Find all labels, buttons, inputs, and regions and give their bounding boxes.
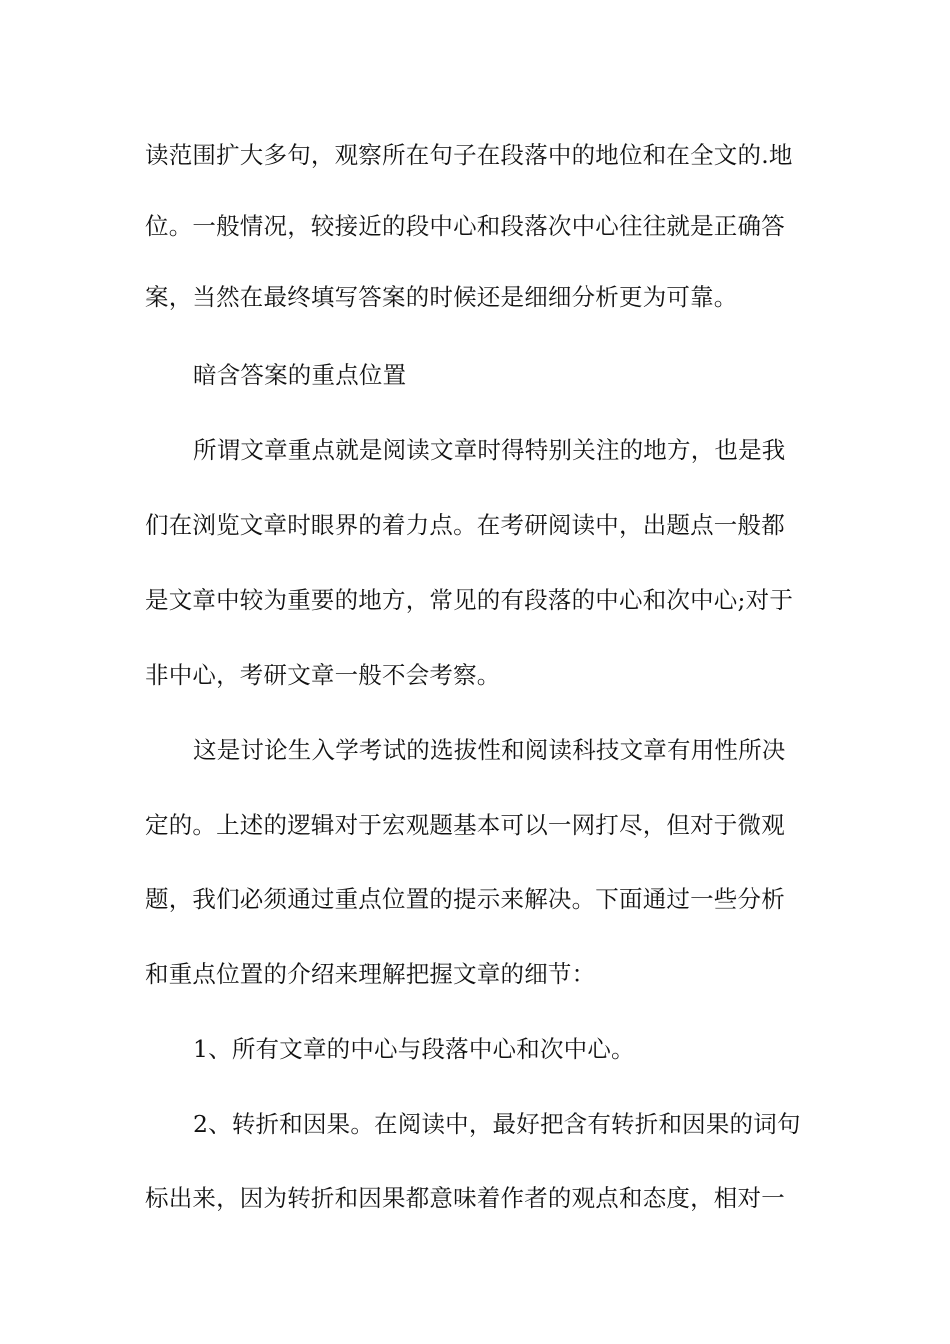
text-line: 是文章中较为重要的地方，常见的有段落的中心和次中心;对于 [145, 586, 794, 614]
text-line: 读范围扩大多句，观察所在句子在段落中的地位和在全文的.地 [145, 141, 793, 169]
list-item: 1、所有文章的中心与段落中心和次中心。 [193, 1035, 635, 1063]
text-line: 们在浏览文章时眼界的着力点。在考研阅读中，出题点一般都 [145, 511, 785, 539]
text-line: 所谓文章重点就是阅读文章时得特别关注的地方，也是我 [193, 436, 786, 464]
text-line: 非中心，考研文章一般不会考察。 [145, 661, 501, 689]
text-line: 题，我们必须通过重点位置的提示来解决。下面通过一些分析 [145, 885, 785, 913]
text-line: 定的。上述的逻辑对于宏观题基本可以一网打尽，但对于微观 [145, 811, 785, 839]
text-line: 案，当然在最终填写答案的时候还是细细分析更为可靠。 [145, 283, 738, 311]
text-line: 这是讨论生入学考试的选拔性和阅读科技文章有用性所决 [193, 736, 786, 764]
text-line: 和重点位置的介绍来理解把握文章的细节： [145, 960, 596, 988]
text-line: 标出来，因为转折和因果都意味着作者的观点和态度，相对一 [145, 1184, 785, 1212]
list-item: 2、转折和因果。在阅读中，最好把含有转折和因果的词句 [193, 1110, 801, 1138]
section-heading: 暗含答案的重点位置 [193, 361, 407, 389]
text-line: 位。一般情况，较接近的段中心和段落次中心往往就是正确答 [145, 212, 785, 240]
